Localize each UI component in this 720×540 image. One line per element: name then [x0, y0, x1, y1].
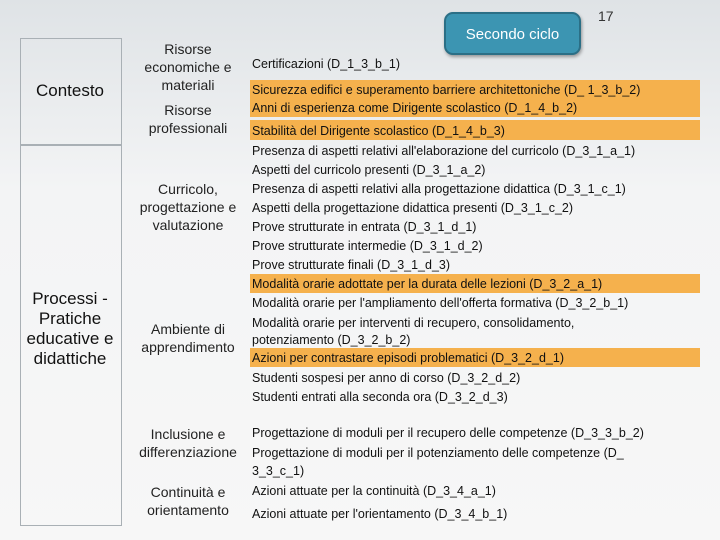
- indicator-row: Modalità orarie per interventi di recupero, consolidamento,: [252, 316, 575, 330]
- indicator-row: Certificazioni (D_1_3_b_1): [252, 57, 400, 71]
- indicator-row: Studenti entrati alla seconda ora (D_3_2_d_3): [252, 390, 508, 404]
- page-number: 17: [598, 8, 614, 24]
- indicator-row: Studenti sospesi per anno di corso (D_3_2_d_2): [252, 371, 521, 385]
- indicator-row: Modalità orarie per l'ampliamento dell'offerta formativa (D_3_2_b_1): [252, 296, 629, 310]
- indicator-row: Aspetti della progettazione didattica presenti (D_3_1_c_2): [252, 201, 574, 215]
- subarea-risorse-professionali: Risorse professionali: [148, 102, 228, 136]
- indicator-row: Azioni attuate per l'orientamento (D_3_4_b_1): [252, 507, 508, 521]
- indicator-row: Anni di esperienza come Dirigente scolastico (D_1_4_b_2): [252, 101, 578, 115]
- area-label-processi: Processi - Pratiche educative e didattiche: [26, 289, 114, 368]
- indicator-row: 3_3_c_1): [252, 464, 305, 478]
- subarea-curricolo: Curricolo, progettazione e valutazione: [139, 181, 237, 233]
- badge-label: Secondo ciclo: [465, 26, 560, 43]
- indicator-row: Azioni attuate per la continuità (D_3_4_a_1): [252, 484, 496, 498]
- indicator-row: Presenza di aspetti relativi alla progettazione didattica (D_3_1_c_1): [252, 182, 626, 196]
- subarea-ambiente: Ambiente di apprendimento: [141, 321, 235, 355]
- section-badge: [444, 12, 581, 55]
- indicator-row: Stabilità del Dirigente scolastico (D_1_4_b_3): [252, 124, 505, 138]
- indicator-row: Aspetti del curricolo presenti (D_3_1_a_2): [252, 163, 486, 177]
- indicator-row: Sicurezza edifici e superamento barriere architettoniche (D_ 1_3_b_2): [252, 83, 641, 97]
- indicator-row: Progettazione di moduli per il recupero delle competenze (D_3_3_b_2): [252, 426, 644, 440]
- area-label-contesto: Contesto: [35, 81, 105, 100]
- indicator-row: Prove strutturate in entrata (D_3_1_d_1): [252, 220, 477, 234]
- indicator-row: Prove strutturate finali (D_3_1_d_3): [252, 258, 451, 272]
- indicator-row: Presenza di aspetti relativi all'elaborazione del curricolo (D_3_1_a_1): [252, 144, 636, 158]
- subarea-continuita: Continuità e orientamento: [147, 484, 229, 518]
- subarea-risorse-economiche: Risorse economiche e materiali: [144, 41, 232, 93]
- indicator-row: Modalità orarie adottate per la durata delle lezioni (D_3_2_a_1): [252, 277, 603, 291]
- indicator-row: Azioni per contrastare episodi problematici (D_3_2_d_1): [252, 351, 564, 365]
- subarea-inclusione: Inclusione e differenziazione: [139, 426, 237, 460]
- indicator-row: Progettazione di moduli per il potenziamento delle competenze (D_: [252, 446, 624, 460]
- indicator-row: Prove strutturate intermedie (D_3_1_d_2): [252, 239, 483, 253]
- indicator-row: potenziamento (D_3_2_b_2): [252, 333, 411, 347]
